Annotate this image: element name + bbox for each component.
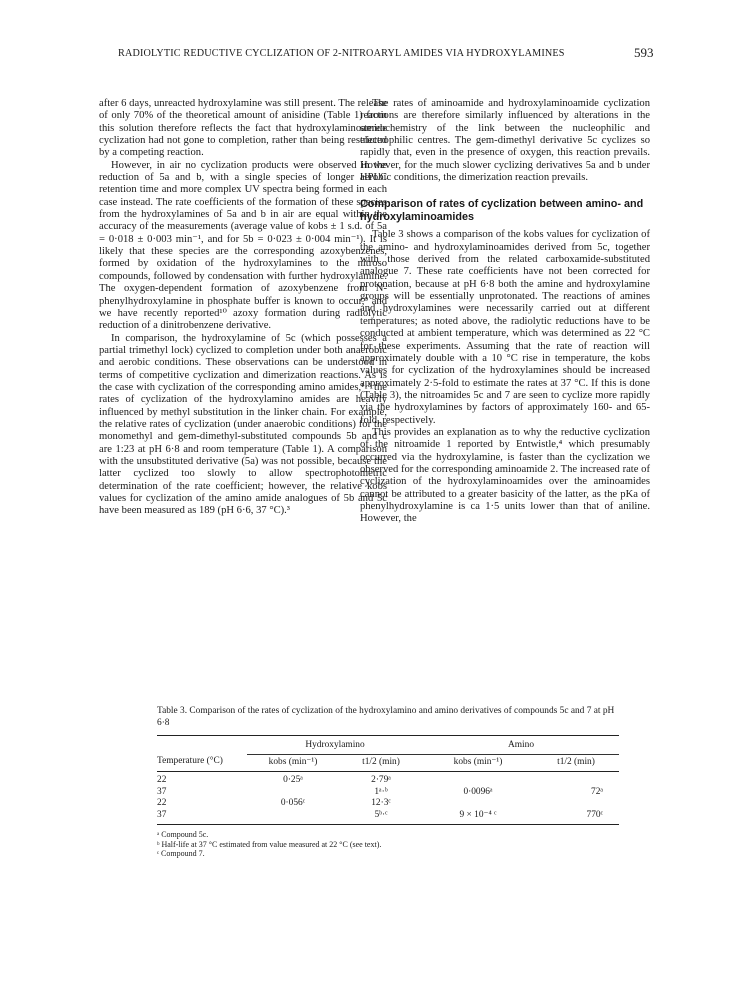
page-number: 593 bbox=[634, 45, 654, 60]
table-cell bbox=[247, 810, 339, 822]
table-footnotes bbox=[157, 830, 619, 859]
table-cell: 72ᵃ bbox=[591, 786, 603, 797]
left-column bbox=[99, 98, 387, 518]
paragraph: This provides an explanation as to why the reductive cyclization of the nitroamide 1 reported by Entwistle,⁴ which presumably occurred via the hydroxylamine, is faster than the cyclization we observed for the corresponding aminoamide 2. The increased rate of cyclization of the hydroxylaminoamides over the aminoamides cannot be attributed to a greater basicity of the latter, as the pKa of phenylhydroxylamine is ca 1·5 units lower than that of aniline. However, the bbox=[360, 426, 650, 525]
column-header-temperature: Temperature (°C) bbox=[157, 756, 223, 767]
paragraph: after 6 days, unreacted hydroxylamine was still present. The release of only 70% of the theoretical amount of anisidine (Table 1) from this solution therefore reflects the fact that hydroxylaminoamide cyclization had not gone to completion, rather than being restricted by a competing reaction. bbox=[99, 98, 387, 159]
table-cell: 0·0096ᵃ bbox=[463, 786, 493, 797]
table-cell: 22 bbox=[157, 798, 167, 808]
table-cell: 0·056ᶜ bbox=[280, 798, 306, 808]
table-cell: 770ᶜ bbox=[586, 809, 603, 820]
column-header-kobs: kobs (min⁻¹) bbox=[453, 756, 503, 767]
table-row bbox=[157, 810, 619, 822]
column-header-kobs: kobs (min⁻¹) bbox=[268, 756, 318, 767]
running-head: RADIOLYTIC REDUCTIVE CYCLIZATION OF 2-NITROARYL AMIDES VIA HYDROXYLAMINES bbox=[118, 48, 565, 59]
footnote: ᵇ Half-life at 37 °C estimated from value measured at 22 °C (see text). bbox=[157, 839, 382, 849]
paragraph: However, in air no cyclization products were observed in the reduction of 5a and b, with a single species of longer HPLC retention time and more complex UV spectra being formed in each case instead. The rate coefficients of the formation of these species from the hydroxylamines of 5a and b in air are equal within the accuracy of the measurements (average value of kobs ± 1 s.d. of 5a = 0·018 ± 0·003 min⁻¹, and for 5b = 0·023 ± 0·004 min⁻¹). It is likely that these species are the corresponding azoxybenzenes, formed by oxidation of the hydroxylamines to the nitroso compounds, followed by condensation with further hydroxylamine. The oxygen-dependent formation of azoxybenzene from N-phenylhydroxylamine in phosphate buffer is known to occur,⁹ and we have recently reported¹⁰ azoxy formation during radiolytic reduction of a dinitrobenzene derivative. bbox=[99, 159, 387, 332]
table-3 bbox=[157, 706, 619, 859]
table-cell bbox=[533, 775, 619, 787]
table-cell: 37 bbox=[157, 809, 167, 820]
column-header-half-life: t1/2 (min) bbox=[362, 756, 400, 767]
table-cell: 0·25ᵃ bbox=[283, 775, 303, 785]
table-cell: 9 × 10⁻⁴ ᶜ bbox=[459, 809, 497, 820]
table-cell bbox=[247, 787, 339, 799]
table-cell bbox=[423, 798, 533, 810]
right-column bbox=[360, 98, 650, 526]
column-header-half-life: t1/2 (min) bbox=[557, 756, 595, 767]
table-cell: 37 bbox=[157, 786, 167, 797]
paragraph: Table 3 shows a comparison of the kobs values for cyclization of the amino- and hydroxylaminoamides derived from 5c, together with those derived from the related carboxamide-substituted analogue 7. These rate coefficients have not been corrected for protonation, because at pH 6·8 both the amine and hydroxylamine groups will be essentially unprotonated. The reactions of amines and hydroxylamines were necessarily carried out at different temperatures; as noted above, the radiolytic reductions have to be conducted at ambient temperature, which was determined as 22 °C for these experiments. Assuming that the rate of reaction will approximately double with a 10 °C rise in temperature, the kobs values for cyclization of the hydroxylamines should be increased approximately 2·5-fold to estimate the rates at 37 °C. If this is done (Table 3), the nitroamides 5c and 7 are seen to cyclize more rapidly via the hydroxylamines by factors of approximately 160- and 65-fold, respectively. bbox=[360, 229, 650, 426]
table-cell bbox=[423, 775, 533, 787]
table-cell: 12·3ᶜ bbox=[371, 798, 391, 808]
table-cell: 22 bbox=[157, 775, 167, 785]
table-cell: 2·79ᵃ bbox=[371, 775, 391, 785]
footnote: ᶜ Compound 7. bbox=[157, 849, 205, 859]
table-row bbox=[157, 775, 619, 787]
group-header-amino: Amino bbox=[423, 736, 619, 754]
section-heading: Comparison of rates of cyclization between amino- and hydroxylaminoamides bbox=[360, 198, 644, 223]
table-cell: 1ᵃ·ᵇ bbox=[374, 786, 388, 797]
paragraph: In comparison, the hydroxylamine of 5c (which possesses a partial trimethyl lock) cyclized to completion under both anaerobic and aerobic conditions. These observations can be understood in terms of competitive cyclization and dimerization reactions. As is the case with cyclization of the corresponding amino amides,¹·³ the rates of cyclization of the hydroxylamino amides are heavily influenced by methyl substitution in the linker chain. For example, the relative rates of cyclization (under anaerobic conditions) for the monomethyl and gem-dimethyl-substituted compounds 5b and c are 1:23 at pH 6·8 and room temperature (Table 1). A comparison with the unsubstituted derivative (5a) was not possible, because the latter cyclized too slowly to allow spectrophotometric determination of the rate coefficient; however, the relative kobs values for cyclization of the amino amide analogues of 5b and 5c have been measured as 189 (pH 6·6, 37 °C).³ bbox=[99, 332, 387, 517]
table-cell bbox=[533, 798, 619, 810]
group-header-hydroxylamino: Hydroxylamino bbox=[247, 736, 423, 754]
table-row bbox=[157, 798, 619, 810]
table-caption: Table 3. Comparison of the rates of cyclization of the hydroxylamino and amino derivatives of compounds 5c and 7 at pH 6·8 bbox=[157, 706, 615, 728]
table-cell: 5ᵇ·ᶜ bbox=[374, 809, 388, 820]
rates-table bbox=[157, 736, 619, 825]
table-bottom-rule bbox=[157, 821, 619, 825]
footnote: ᵃ Compound 5c. bbox=[157, 830, 209, 839]
paragraph: The rates of aminoamide and hydroxylaminoamide cyclization reactions are therefore similarly influenced by alterations in the stereochemistry of the link between the nucleophilic and electrophilic centres. The gem-dimethyl derivative 5c cyclizes so rapidly that, even in the presence of oxygen, this reaction prevails. However, for the much slower cyclizing derivatives 5a and b under aerobic conditions, the dimerization reaction prevails. bbox=[360, 98, 650, 184]
table-row bbox=[157, 787, 619, 799]
